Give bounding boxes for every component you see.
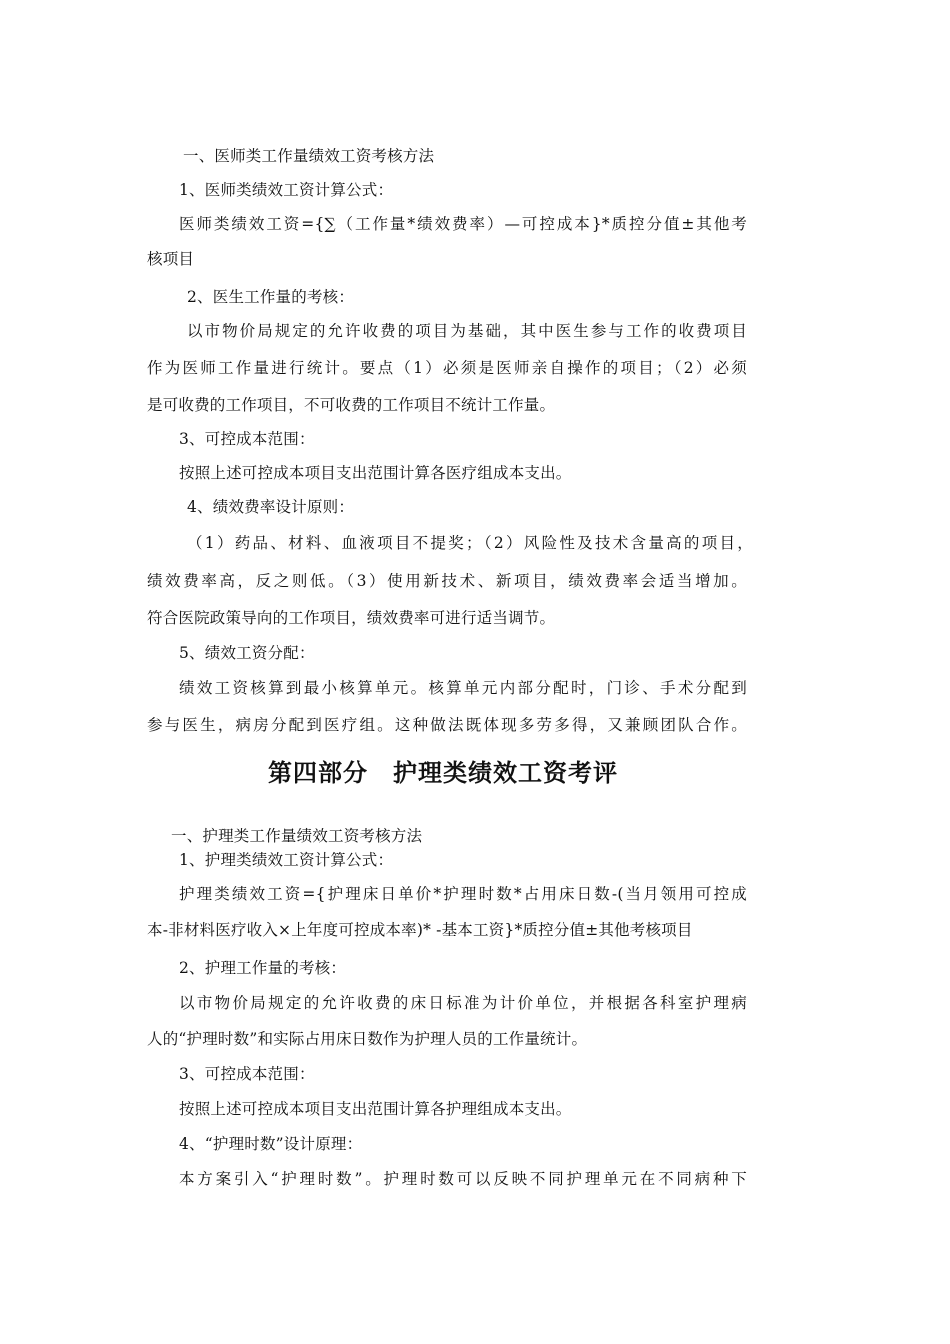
item-title-rate-principle: 4、绩效费率设计原则： [187,498,355,516]
part-title-nursing: 第四部分 护理类绩效工资考评 [268,759,618,787]
paragraph-doctor-workload-line-3: 是可收费的工作项目，不可收费的工作项目不统计工作量。 [147,396,556,414]
formula-line-physician-1: 医师类绩效工资={∑（工作量*绩效费率）—可控成本}*质控分值±其他考 [179,215,747,233]
formula-line-physician-2: 核项目 [147,250,195,268]
item-title-controllable-cost: 3、可控成本范围： [179,430,315,448]
paragraph-rate-principle-line-2: 绩效费率高，反之则低。（3）使用新技术、新项目，绩效费率会适当增加。 [147,572,747,590]
item-title-nursing-formula: 1、护理类绩效工资计算公式： [179,851,394,869]
paragraph-doctor-workload-line-2: 作为医师工作量进行统计。要点（1）必须是医师亲自操作的项目；（2）必须 [147,359,747,377]
section-heading-nursing-method: 一、护理类工作量绩效工资考核方法 [171,827,423,845]
paragraph-doctor-workload-line-1: 以市物价局规定的允许收费的项目为基础，其中医生参与工作的收费项目 [187,322,747,340]
item-title-nursing-controllable-cost: 3、可控成本范围： [179,1065,315,1083]
section-heading-physician-method: 一、医师类工作量绩效工资考核方法 [183,147,435,165]
paragraph-nursing-hours-line-1: 本方案引入“护理时数”。护理时数可以反映不同护理单元在不同病种下 [179,1170,747,1188]
paragraph-distribution-line-1: 绩效工资核算到最小核算单元。核算单元内部分配时，门诊、手术分配到 [179,679,747,697]
formula-line-nursing-2: 本-非材料医疗收入×上年度可控成本率)* -基本工资}*质控分值±其他考核项目 [147,921,693,939]
paragraph-rate-principle-line-1: （1）药品、材料、血液项目不提奖；（2）风险性及技术含量高的项目， [187,534,753,552]
paragraph-nursing-workload-line-2: 人的“护理时数”和实际占用床日数作为护理人员的工作量统计。 [147,1030,588,1048]
paragraph-rate-principle-line-3: 符合医院政策导向的工作项目，绩效费率可进行适当调节。 [147,609,556,627]
item-title-distribution: 5、绩效工资分配： [179,644,315,662]
paragraph-nursing-controllable-cost: 按照上述可控成本项目支出范围计算各护理组成本支出。 [179,1100,572,1118]
item-title-doctor-workload: 2、医生工作量的考核： [187,288,355,306]
paragraph-nursing-workload-line-1: 以市物价局规定的允许收费的床日标准为计价单位，并根据各科室护理病 [179,994,747,1012]
item-title-nursing-hours: 4、“护理时数”设计原理： [179,1135,363,1153]
item-title-nursing-workload: 2、护理工作量的考核： [179,959,347,977]
item-title-physician-formula: 1、医师类绩效工资计算公式： [179,181,394,199]
paragraph-controllable-cost: 按照上述可控成本项目支出范围计算各医疗组成本支出。 [179,464,572,482]
paragraph-distribution-line-2: 参与医生，病房分配到医疗组。这种做法既体现多劳多得，又兼顾团队合作。 [147,716,747,734]
formula-line-nursing-1: 护理类绩效工资={护理床日单价*护理时数*占用床日数-(当月领用可控成 [179,885,747,903]
